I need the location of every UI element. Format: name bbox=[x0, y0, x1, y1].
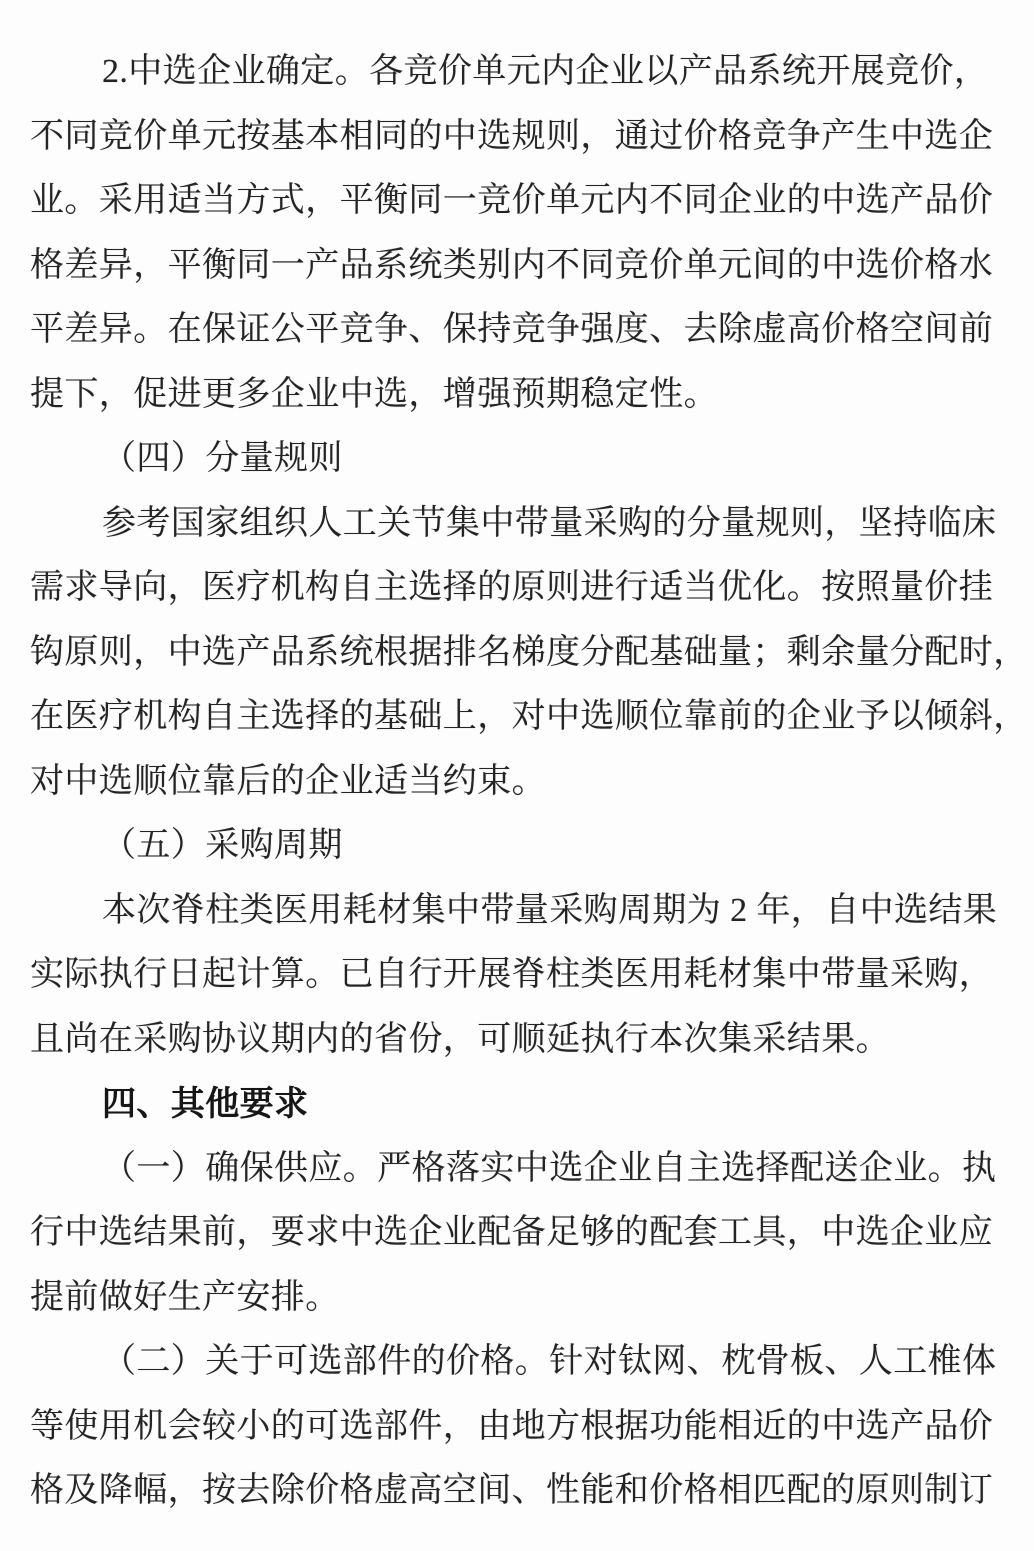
text-line: （二）关于可选部件的价格。针对钛网、枕骨板、人工椎体 bbox=[102, 1343, 997, 1380]
text-line: 等使用机会较小的可选部件，由地方根据功能相近的中选产品价 bbox=[30, 1407, 994, 1445]
text-line: 格差异，平衡同一产品系统类别内不同竞价单元间的中选价格水 bbox=[30, 246, 994, 284]
text-line: 对中选顺位靠后的企业适当约束。 bbox=[30, 762, 546, 800]
text-line: 不同竞价单元按基本相同的中选规则，通过价格竞争产生中选企 bbox=[30, 117, 994, 155]
text-line: 提下，促进更多企业中选，增强预期稳定性。 bbox=[30, 375, 718, 413]
text-line: 需求导向，医疗机构自主选择的原则进行适当优化。按照量价挂 bbox=[30, 569, 994, 606]
section-heading: 四、其他要求 bbox=[102, 1085, 309, 1123]
document-body bbox=[30, 40, 1030, 1524]
text-line: 行中选结果前，要求中选企业配备足够的配套工具，中选企业应 bbox=[30, 1214, 994, 1251]
text-line: 在医疗机构自主选择的基础上，对中选顺位靠前的企业予以倾斜， bbox=[30, 698, 1028, 735]
text-line: （四）分量规则 bbox=[102, 440, 343, 477]
text-line: 实际执行日起计算。已自行开展脊柱类医用耗材集中带量采购， bbox=[30, 956, 994, 993]
text-line: 提前做好生产安排。 bbox=[30, 1278, 340, 1316]
text-line: 参考国家组织人工关节集中带量采购的分量规则，坚持临床 bbox=[102, 504, 997, 542]
text-line: 平差异。在保证公平竞争、保持竞争强度、去除虚高价格空间前 bbox=[30, 311, 994, 348]
text-line: （一）确保供应。严格落实中选企业自主选择配送企业。执 bbox=[102, 1149, 997, 1187]
text-line: 本次脊柱类医用耗材集中带量采购周期为 2 年，自中选结果 bbox=[102, 891, 998, 929]
text-line: 格及降幅，按去除价格虚高空间、性能和价格相匹配的原则制订 bbox=[30, 1472, 994, 1509]
text-line: 且尚在采购协议期内的省份，可顺延执行本次集采结果。 bbox=[30, 1020, 890, 1058]
text-line: （五）采购周期 bbox=[102, 827, 343, 864]
text-line: 业。采用适当方式，平衡同一竞价单元内不同企业的中选产品价 bbox=[30, 182, 994, 219]
text-line: 2.中选企业确定。各竞价单元内企业以产品系统开展竞价， bbox=[102, 53, 989, 90]
text-line: 钩原则，中选产品系统根据排名梯度分配基础量；剩余量分配时， bbox=[30, 633, 1028, 671]
